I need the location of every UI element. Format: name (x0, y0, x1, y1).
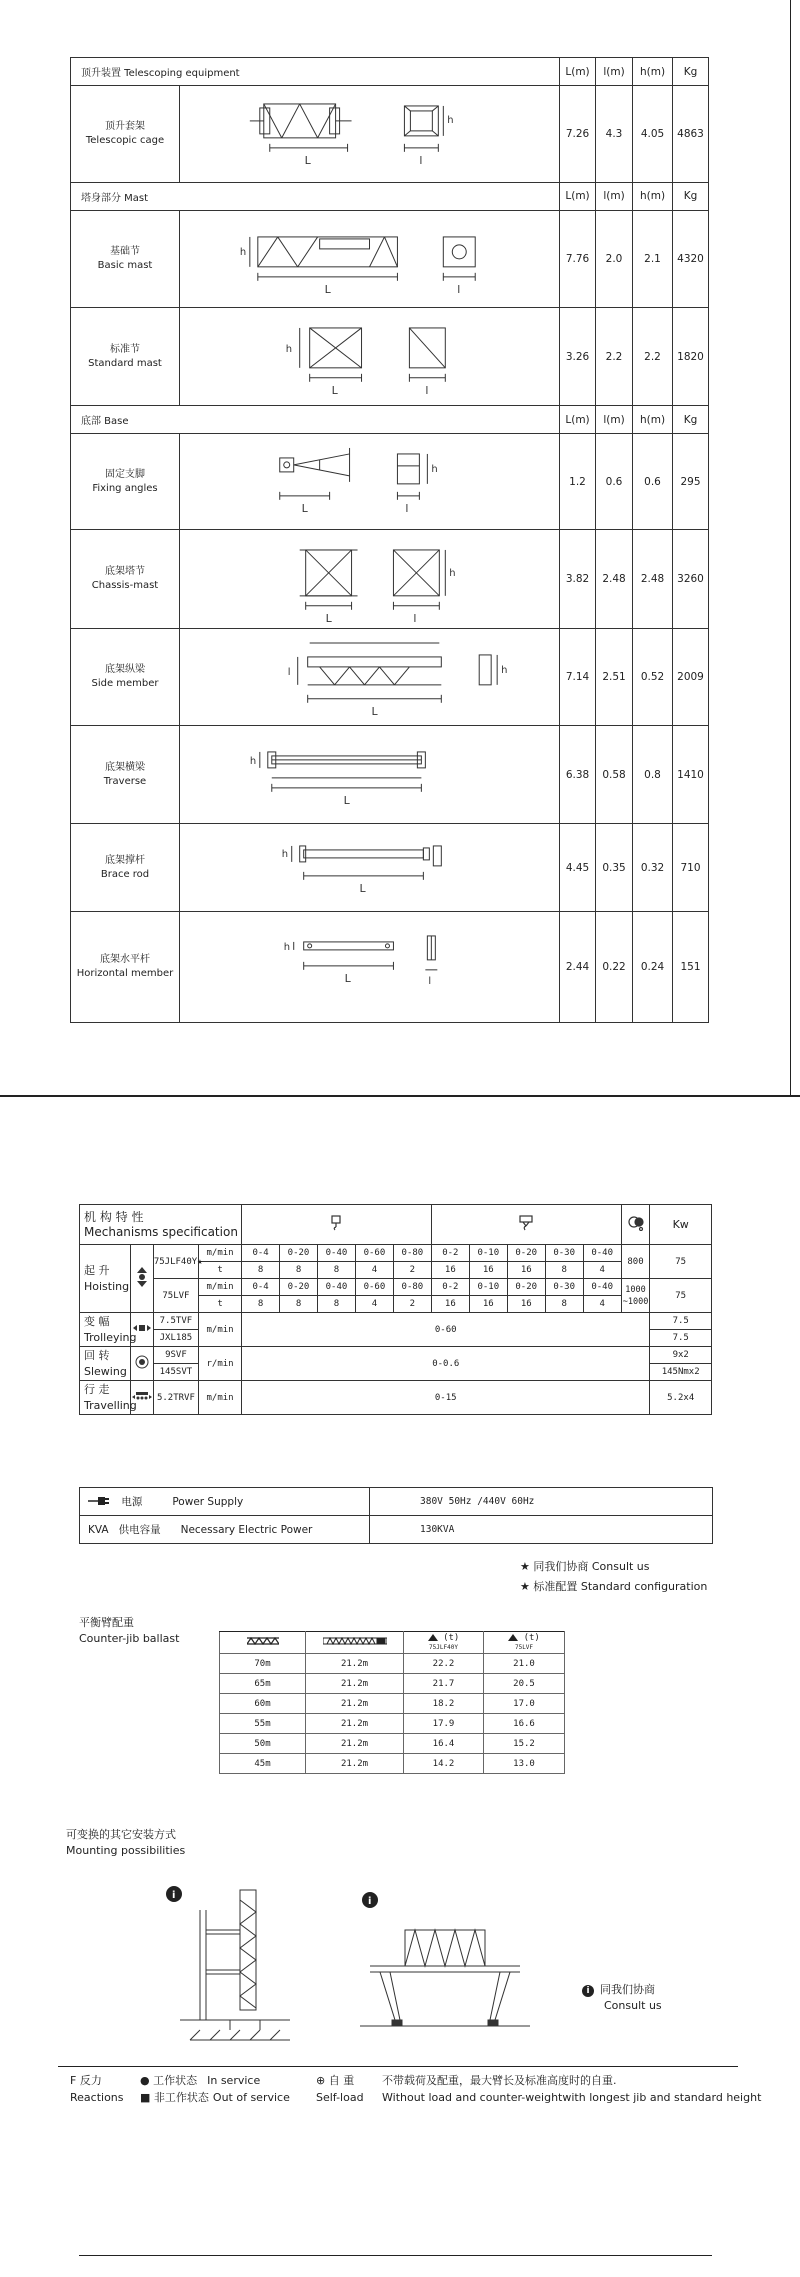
value-h: 0.24 (633, 911, 673, 1022)
ballast-a: 16.4 (404, 1734, 484, 1754)
value-l: 2.51 (596, 628, 633, 726)
value-L: 3.26 (560, 308, 596, 406)
mechanisms-table (79, 1204, 712, 1415)
load-cell: 8 (242, 1296, 280, 1313)
table-row (71, 726, 709, 824)
value-l: 4.3 (596, 86, 633, 183)
consult-note: ★ 同我们协商 Consult us (520, 1560, 650, 1573)
speed-cell: 0-20 (507, 1279, 545, 1296)
load-cell: 8 (280, 1262, 318, 1279)
col-header-kg: Kg (673, 406, 709, 434)
info-icon: i (172, 1890, 176, 1901)
speed-cell: 0-10 (469, 1279, 507, 1296)
motor-icon (621, 1205, 650, 1245)
value-kg: 4320 (673, 210, 709, 308)
jib-length: 65m (220, 1674, 306, 1694)
speed-cell: 0-60 (355, 1245, 393, 1262)
value-h: 2.48 (633, 529, 673, 628)
load-cell: 16 (507, 1262, 545, 1279)
speed-cell: 0-20 (280, 1245, 318, 1262)
jib-length: 50m (220, 1734, 306, 1754)
value-kg: 4863 (673, 86, 709, 183)
telescopic-cage-sketch (180, 86, 560, 183)
section-title: 塔身部分 Mast (71, 182, 560, 210)
mounting-diagram-portal (350, 1880, 540, 2040)
value-h: 0.32 (633, 824, 673, 912)
value-l: 0.22 (596, 911, 633, 1022)
table-row (220, 1654, 565, 1674)
section-header-telescoping (71, 58, 709, 86)
slewing-row-1 (80, 1347, 712, 1364)
dim-label-L: L (324, 282, 331, 296)
ballast-b: 13.0 (484, 1754, 565, 1774)
speed-cell: 0-20 (280, 1279, 318, 1296)
ballast-a: 18.2 (404, 1694, 484, 1714)
load-cell: 8 (545, 1262, 583, 1279)
table-row (71, 210, 709, 308)
counter-jib-icon (306, 1632, 404, 1654)
dim-label-L: L (304, 153, 311, 167)
load-cell: 16 (431, 1296, 469, 1313)
speed-cell: 0-60 (355, 1279, 393, 1296)
component-name: 顶升套架 Telescopic cage (71, 86, 180, 183)
value-L: 1.2 (560, 434, 596, 530)
counter-jib-length: 21.2m (306, 1714, 404, 1734)
dim-label-l: l (287, 666, 291, 678)
dim-label-l: l (425, 384, 429, 398)
dim-label-L: L (331, 384, 338, 398)
dim-label-l: l (413, 611, 417, 625)
dim-label-h: h (281, 849, 289, 861)
weight-icon (508, 1634, 518, 1641)
mounting-caption: 可变换的其它安装方式 Mounting possibilities (66, 1828, 186, 1857)
motor-value: 800 (621, 1245, 650, 1279)
component-name: 标准节 Standard mast (71, 308, 180, 406)
load-cell: 4 (583, 1262, 621, 1279)
dim-label-L: L (325, 611, 332, 625)
col-header-L: L(m) (560, 182, 596, 210)
dim-label-l: l (419, 153, 423, 167)
hoisting-row-1 (80, 1245, 712, 1262)
dim-label-l: l (405, 502, 409, 516)
dim-label-h: h (449, 567, 456, 579)
jib-length: 70m (220, 1654, 306, 1674)
kva-label: KVA 供电容量 Necessary Electric Power (80, 1516, 370, 1544)
section-title: 底部 Base (71, 406, 560, 434)
value-l: 2.48 (596, 529, 633, 628)
dim-label-L: L (343, 794, 350, 808)
ballast-col-a: (t) 75JLF40Y (404, 1632, 484, 1654)
reactions-label: F 反力 Reactions (70, 2074, 124, 2104)
fixing-angles-sketch (180, 434, 560, 530)
speed-cell: 0-80 (393, 1279, 431, 1296)
mech-header-row (80, 1205, 712, 1245)
ballast-b: 21.0 (484, 1654, 565, 1674)
value-L: 7.26 (560, 86, 596, 183)
page-right-rule (790, 0, 791, 1095)
value-h: 0.6 (633, 434, 673, 530)
kw-value: 75 (650, 1279, 712, 1313)
kw-value: 7.5 (650, 1313, 712, 1330)
section-header-mast (71, 182, 709, 210)
component-name: 底架撑杆 Brace rod (71, 824, 180, 912)
page-divider (0, 1095, 800, 1097)
load-cell: 8 (318, 1262, 356, 1279)
load-cell: 8 (318, 1296, 356, 1313)
table-row (71, 434, 709, 530)
dim-label-l: l (428, 975, 432, 987)
ballast-col-b: (t) 75LVF (484, 1632, 565, 1654)
reactions-rule (58, 2066, 738, 2067)
load-cell: 16 (507, 1296, 545, 1313)
speed-cell: 0-80 (393, 1245, 431, 1262)
power-table (79, 1487, 713, 1544)
kw-value: 75 (650, 1245, 712, 1279)
value-kg: 1820 (673, 308, 709, 406)
self-load-label: ⊕ 自 重 Self-load (316, 2074, 364, 2104)
component-name: 底架横梁 Traverse (71, 726, 180, 824)
dim-label-L: L (371, 704, 378, 718)
table-row (71, 86, 709, 183)
kw-header: Kw (650, 1205, 712, 1245)
travelling-row (80, 1381, 712, 1415)
load-cell: 4 (583, 1296, 621, 1313)
hoist-drum-icon (131, 1245, 154, 1313)
double-hook-block-icon (431, 1205, 621, 1245)
counter-jib-length: 21.2m (306, 1694, 404, 1714)
speed-cell: 0-40 (318, 1245, 356, 1262)
value-L: 2.44 (560, 911, 596, 1022)
col-header-kg: Kg (673, 58, 709, 86)
chassis-mast-sketch (180, 529, 560, 628)
col-header-l: l(m) (596, 182, 633, 210)
dim-label-l: l (457, 282, 461, 296)
load-cell: 2 (393, 1296, 431, 1313)
slew-model: 145SVT (153, 1364, 198, 1381)
standard-note: ★ 标准配置 Standard configuration (520, 1580, 708, 1593)
unit: m/min (198, 1381, 241, 1415)
section-header-base (71, 406, 709, 434)
speed-cell: 0-30 (545, 1279, 583, 1296)
slewing-label: 回 转 Slewing (80, 1347, 131, 1381)
ballast-a: 21.7 (404, 1674, 484, 1694)
value-l: 2.2 (596, 308, 633, 406)
col-header-h: h(m) (633, 58, 673, 86)
value-kg: 1410 (673, 726, 709, 824)
table-row (220, 1734, 565, 1754)
value-l: 0.6 (596, 434, 633, 530)
table-row (71, 529, 709, 628)
travelling-label: 行 走 Travelling (80, 1381, 131, 1415)
kva-value: 130KVA (370, 1516, 713, 1544)
counter-jib-length: 21.2m (306, 1674, 404, 1694)
speed-cell: 0-2 (431, 1279, 469, 1296)
value-l: 0.58 (596, 726, 633, 824)
ballast-a: 17.9 (404, 1714, 484, 1734)
power-supply-label: 电源 Power Supply (80, 1488, 370, 1516)
load-cell: 4 (355, 1296, 393, 1313)
info-icon: i (582, 1985, 594, 1997)
trolley-model: 7.5TVF (153, 1313, 198, 1330)
dim-label-L: L (359, 881, 366, 895)
weight-icon (428, 1634, 438, 1641)
ballast-a: 22.2 (404, 1654, 484, 1674)
table-row (220, 1674, 565, 1694)
unit: r/min (198, 1347, 241, 1381)
bullet-icon: ● (140, 2074, 150, 2087)
speed-cell: 0-40 (583, 1279, 621, 1296)
col-header-kg: Kg (673, 182, 709, 210)
value-L: 6.38 (560, 726, 596, 824)
unit-load: t (198, 1296, 241, 1313)
counter-jib-length: 21.2m (306, 1734, 404, 1754)
component-name: 底架水平杆 Horizontal member (71, 911, 180, 1022)
col-header-L: L(m) (560, 58, 596, 86)
value-h: 0.52 (633, 628, 673, 726)
table-row (71, 824, 709, 912)
load-cell: 8 (545, 1296, 583, 1313)
speed-cell: 0-4 (242, 1279, 280, 1296)
jib-length: 60m (220, 1694, 306, 1714)
star-icon: ★ (197, 1256, 203, 1267)
col-header-h: h(m) (633, 182, 673, 210)
jib-length: 45m (220, 1754, 306, 1774)
value-l: 2.0 (596, 210, 633, 308)
power-supply-row (80, 1488, 713, 1516)
table-row (71, 628, 709, 726)
jib-length: 55m (220, 1714, 306, 1734)
horizontal-member-sketch (180, 911, 560, 1022)
trolley-model: JXL185 (153, 1330, 198, 1347)
hoist-model-2: 75LVF (153, 1279, 198, 1313)
value-kg: 151 (673, 911, 709, 1022)
ballast-caption: 平衡臂配重 Counter-jib ballast (79, 1616, 180, 1645)
speed-cell: 0-40 (318, 1279, 356, 1296)
section-title: 顶升装置 Telescoping equipment (71, 58, 560, 86)
load-cell: 4 (355, 1262, 393, 1279)
table-row (220, 1714, 565, 1734)
speed-cell: 0-40 (583, 1245, 621, 1262)
mounting-diagram-wall (160, 1880, 310, 2050)
value-kg: 295 (673, 434, 709, 530)
component-name: 底架塔节 Chassis-mast (71, 529, 180, 628)
hoist-model-1: 75JLF40Y★ (153, 1245, 198, 1279)
col-header-l: l(m) (596, 406, 633, 434)
page-bottom-rule (79, 2255, 712, 2256)
components-table (70, 57, 709, 1023)
speed-cell: 0-4 (242, 1245, 280, 1262)
plug-icon (88, 1496, 110, 1509)
load-cell: 8 (242, 1262, 280, 1279)
col-header-L: L(m) (560, 406, 596, 434)
square-bullet-icon: ■ (140, 2091, 151, 2104)
value-L: 7.76 (560, 210, 596, 308)
value-h: 4.05 (633, 86, 673, 183)
kva-row (80, 1516, 713, 1544)
travel-model: 5.2TRVF (153, 1381, 198, 1415)
table-row (71, 911, 709, 1022)
trolleying-row-1 (80, 1313, 712, 1330)
dim-label-h: h (239, 246, 247, 258)
dim-label-h: h (249, 756, 257, 768)
load-cell: 2 (393, 1262, 431, 1279)
range: 0-15 (242, 1381, 650, 1415)
dim-label-h: h (285, 344, 293, 356)
ballast-b: 17.0 (484, 1694, 565, 1714)
value-h: 2.2 (633, 308, 673, 406)
counter-jib-length: 21.2m (306, 1654, 404, 1674)
dim-label-L: L (344, 971, 351, 985)
component-name: 固定支脚 Fixing angles (71, 434, 180, 530)
dim-label-h: h (501, 664, 508, 676)
value-L: 4.45 (560, 824, 596, 912)
traverse-sketch (180, 726, 560, 824)
hook-block-icon (242, 1205, 432, 1245)
mounting-consult: i 同我们协商 Consult us (582, 1982, 662, 2014)
side-member-sketch (180, 628, 560, 726)
hoisting-row-3 (80, 1279, 712, 1296)
col-header-h: h(m) (633, 406, 673, 434)
counter-jib-length: 21.2m (306, 1754, 404, 1774)
trolleying-label: 变 幅 Trolleying (80, 1313, 131, 1347)
range: 0-60 (242, 1313, 650, 1347)
value-L: 7.14 (560, 628, 596, 726)
range: 0-0.6 (242, 1347, 650, 1381)
slewing-icon (131, 1347, 154, 1381)
load-cell: 8 (280, 1296, 318, 1313)
ballast-b: 16.6 (484, 1714, 565, 1734)
value-h: 2.1 (633, 210, 673, 308)
value-l: 0.35 (596, 824, 633, 912)
dim-label-h: h (447, 114, 454, 126)
jib-icon (220, 1632, 306, 1654)
table-row (220, 1754, 565, 1774)
self-load-icon: ⊕ (316, 2074, 326, 2087)
speed-cell: 0-10 (469, 1245, 507, 1262)
kw-value: 5.2x4 (650, 1381, 712, 1415)
component-name: 底架纵梁 Side member (71, 628, 180, 726)
speed-cell: 0-30 (545, 1245, 583, 1262)
unit-speed: m/min (198, 1245, 241, 1262)
brace-rod-sketch (180, 824, 560, 912)
ballast-b: 15.2 (484, 1734, 565, 1754)
power-supply-value: 380V 50Hz /440V 60Hz (370, 1488, 713, 1516)
ballast-a: 14.2 (404, 1754, 484, 1774)
dim-label-h: h (283, 941, 291, 953)
motor-value: 1000 ~1000 (621, 1279, 650, 1313)
load-cell: 16 (469, 1296, 507, 1313)
value-kg: 3260 (673, 529, 709, 628)
mech-title: 机 构 特 性 Mechanisms specification (80, 1205, 242, 1245)
component-name: 基础节 Basic mast (71, 210, 180, 308)
self-load-desc: 不带载荷及配重，最大臂长及标准高度时的自重. Without load and counter-weightwith longest jib and standard height (382, 2074, 762, 2104)
dim-label-L: L (301, 502, 308, 516)
load-cell: 16 (431, 1262, 469, 1279)
in-service-label: ● 工作状态 In service ■ 非工作状态 Out of service (140, 2074, 290, 2104)
unit-speed: m/min (198, 1279, 241, 1296)
ballast-header (220, 1632, 565, 1654)
ballast-b: 20.5 (484, 1674, 565, 1694)
info-icon: i (368, 1896, 372, 1907)
speed-cell: 0-2 (431, 1245, 469, 1262)
load-cell: 16 (469, 1262, 507, 1279)
unit: m/min (198, 1313, 241, 1347)
value-L: 3.82 (560, 529, 596, 628)
value-kg: 2009 (673, 628, 709, 726)
basic-mast-sketch (180, 210, 560, 308)
speed-cell: 0-20 (507, 1245, 545, 1262)
ballast-table (219, 1631, 565, 1774)
value-h: 0.8 (633, 726, 673, 824)
standard-mast-sketch (180, 308, 560, 406)
table-row (220, 1694, 565, 1714)
table-row (71, 308, 709, 406)
kw-value: 9x2 (650, 1347, 712, 1364)
unit-load: t (198, 1262, 241, 1279)
value-kg: 710 (673, 824, 709, 912)
slew-model: 9SVF (153, 1347, 198, 1364)
col-header-l: l(m) (596, 58, 633, 86)
dim-label-h: h (431, 464, 438, 476)
hoisting-label: 起 升 Hoisting (80, 1245, 131, 1313)
kw-value: 7.5 (650, 1330, 712, 1347)
kw-value: 145Nmx2 (650, 1364, 712, 1381)
